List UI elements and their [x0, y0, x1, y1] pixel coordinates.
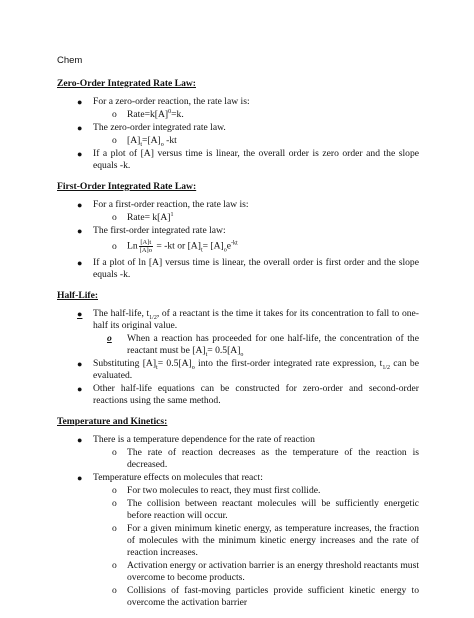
sub-bullet-item — [57, 109, 419, 121]
bullet-text: The rate of reaction decreases as the temperature of the reaction is decreased. — [127, 447, 419, 470]
subscript: t — [156, 364, 158, 371]
bullet-text: into the first-order integrated rate expression, t — [194, 358, 383, 369]
sub-bullet-icon: o — [112, 585, 117, 596]
bullet-item — [57, 122, 419, 134]
bullet-text: For two molecules to react, they must first collide. — [127, 485, 321, 496]
subscript: o — [240, 351, 244, 358]
sub-bullet-item — [57, 333, 419, 357]
sub-bullet-item — [57, 585, 419, 609]
bullet-icon: ● — [77, 200, 83, 210]
bullet-item — [57, 434, 419, 446]
bullet-text: When a reaction has proceeded for one half-life, the concentration of the reactant must be [A] — [127, 333, 419, 356]
bullet-item — [57, 472, 419, 484]
bullet-icon: ● — [77, 473, 83, 483]
sub-bullet-icon: o — [112, 498, 117, 509]
bullet-item — [57, 383, 419, 407]
section-first-order — [57, 181, 419, 281]
equation-text: Rate=k[A] — [127, 109, 169, 120]
equation-text: [A] — [127, 135, 141, 146]
sub-bullet-icon: o — [107, 333, 112, 344]
section-heading: Half-Life: — [57, 290, 99, 301]
sub-bullet-item — [57, 239, 419, 254]
bullet-item — [57, 308, 419, 332]
sub-bullet-item — [57, 135, 419, 147]
sub-bullet-icon: o — [112, 109, 117, 120]
bullet-text: Other half-life equations can be constructed for zero-order and second-order reactions using the same method. — [93, 383, 419, 406]
bullet-icon: ● — [77, 123, 83, 133]
bullet-text: If a plot of ln [A] versus time is linear, the overall order is first order and the slope equals -k. — [93, 257, 419, 280]
document-header: Chem — [57, 55, 83, 66]
sub-bullet-item — [57, 523, 419, 559]
bullet-text: The half-life, t — [93, 308, 150, 319]
bullet-icon: ● — [77, 309, 83, 319]
bullet-icon: ● — [77, 384, 83, 394]
subscript: 1/2 — [149, 314, 157, 321]
bullet-item — [57, 358, 419, 382]
section-zero-order — [57, 78, 419, 172]
subscript: o — [223, 247, 227, 254]
bullet-text: = 0.5[A] — [207, 345, 241, 356]
equation-text: Rate= k[A] — [127, 212, 171, 223]
bullet-text: For a first-order reaction, the rate law is: — [93, 199, 249, 210]
bullet-text: There is a temperature dependence for the rate of reaction — [93, 434, 315, 445]
bullet-icon: ● — [77, 258, 83, 268]
bullet-icon: ● — [77, 359, 83, 369]
section-half-life — [57, 290, 419, 407]
bullet-icon: ● — [77, 226, 83, 236]
bullet-text: Temperature effects on molecules that react: — [93, 472, 263, 483]
subscript: t — [200, 247, 203, 254]
sub-bullet-item — [57, 560, 419, 584]
fraction — [139, 239, 153, 254]
bullet-icon: ● — [77, 149, 83, 159]
subscript: 1/2 — [382, 364, 390, 371]
section-heading: Temperature and Kinetics: — [57, 416, 168, 427]
fraction-numerator: [A]t — [140, 239, 152, 246]
bullet-text: The zero-order integrated rate law. — [93, 122, 226, 133]
bullet-item — [57, 257, 419, 281]
sub-bullet-icon: o — [112, 560, 117, 571]
bullet-text: If a plot of [A] versus time is linear, the overall order is zero order and the slope equals -k. — [93, 148, 419, 171]
sub-bullet-icon: o — [112, 212, 117, 223]
bullet-icon: ● — [77, 97, 83, 107]
sub-bullet-item — [57, 212, 419, 224]
sub-bullet-icon: o — [112, 523, 117, 534]
equation-text: = [A] — [202, 240, 224, 252]
fraction-denominator: [A]o — [139, 247, 152, 254]
bullet-text: = 0.5[A] — [157, 358, 192, 369]
superscript: 1 — [170, 211, 174, 218]
section-heading: Zero-Order Integrated Rate Law: — [57, 78, 196, 89]
equation-text: =[A] — [142, 135, 161, 146]
bullet-item — [57, 199, 419, 211]
bullet-text: For a given minimum kinetic energy, as temperature increases, the fraction of molecules with the minimum kinetic energy increases and the rate of reaction increases. — [127, 523, 419, 558]
equation-text: e — [226, 240, 232, 252]
section-heading: First-Order Integrated Rate Law: — [57, 181, 197, 192]
bullet-text: Substituting [A] — [93, 358, 157, 369]
sub-bullet-icon: o — [112, 135, 117, 146]
document-body — [57, 78, 419, 618]
bullet-item — [57, 148, 419, 172]
bullet-item — [57, 225, 419, 237]
bullet-text: Activation energy or activation barrier is an energy threshold reactants must overcome to become products. — [127, 560, 419, 583]
superscript: 0 — [168, 108, 172, 115]
bullet-icon: ● — [77, 435, 83, 445]
equation-text: =k. — [171, 109, 184, 120]
superscript: -kt — [231, 240, 238, 247]
sub-bullet-icon: o — [112, 241, 117, 252]
subscript: t — [140, 141, 142, 148]
sub-bullet-icon: o — [112, 485, 117, 496]
subscript: t — [205, 351, 208, 358]
section-temperature-kinetics — [57, 416, 419, 609]
bullet-text: The first-order integrated rate law: — [93, 225, 226, 236]
equation-text: Ln — [127, 240, 138, 252]
bullet-text: For a zero-order reaction, the rate law is: — [93, 96, 250, 107]
sub-bullet-icon: o — [112, 447, 117, 458]
sub-bullet-item — [57, 447, 419, 471]
bullet-item — [57, 96, 419, 108]
sub-bullet-item — [57, 498, 419, 522]
equation-text: -kt — [163, 135, 177, 146]
bullet-text: can be evaluated. — [93, 358, 419, 381]
subscript: o — [191, 364, 195, 371]
bullet-text: The collision between reactant molecules will be sufficiently energetic before reaction will occur. — [127, 498, 419, 521]
bullet-text: , of a reactant is the time it takes for its concentration to fall to one-half its original value. — [93, 308, 419, 331]
bullet-text: Collisions of fast-moving particles provide sufficient kinetic energy to overcome the activation barrier — [127, 585, 419, 608]
equation-text: = -kt or [A] — [153, 240, 201, 252]
sub-bullet-item — [57, 485, 419, 497]
subscript: o — [160, 141, 164, 148]
